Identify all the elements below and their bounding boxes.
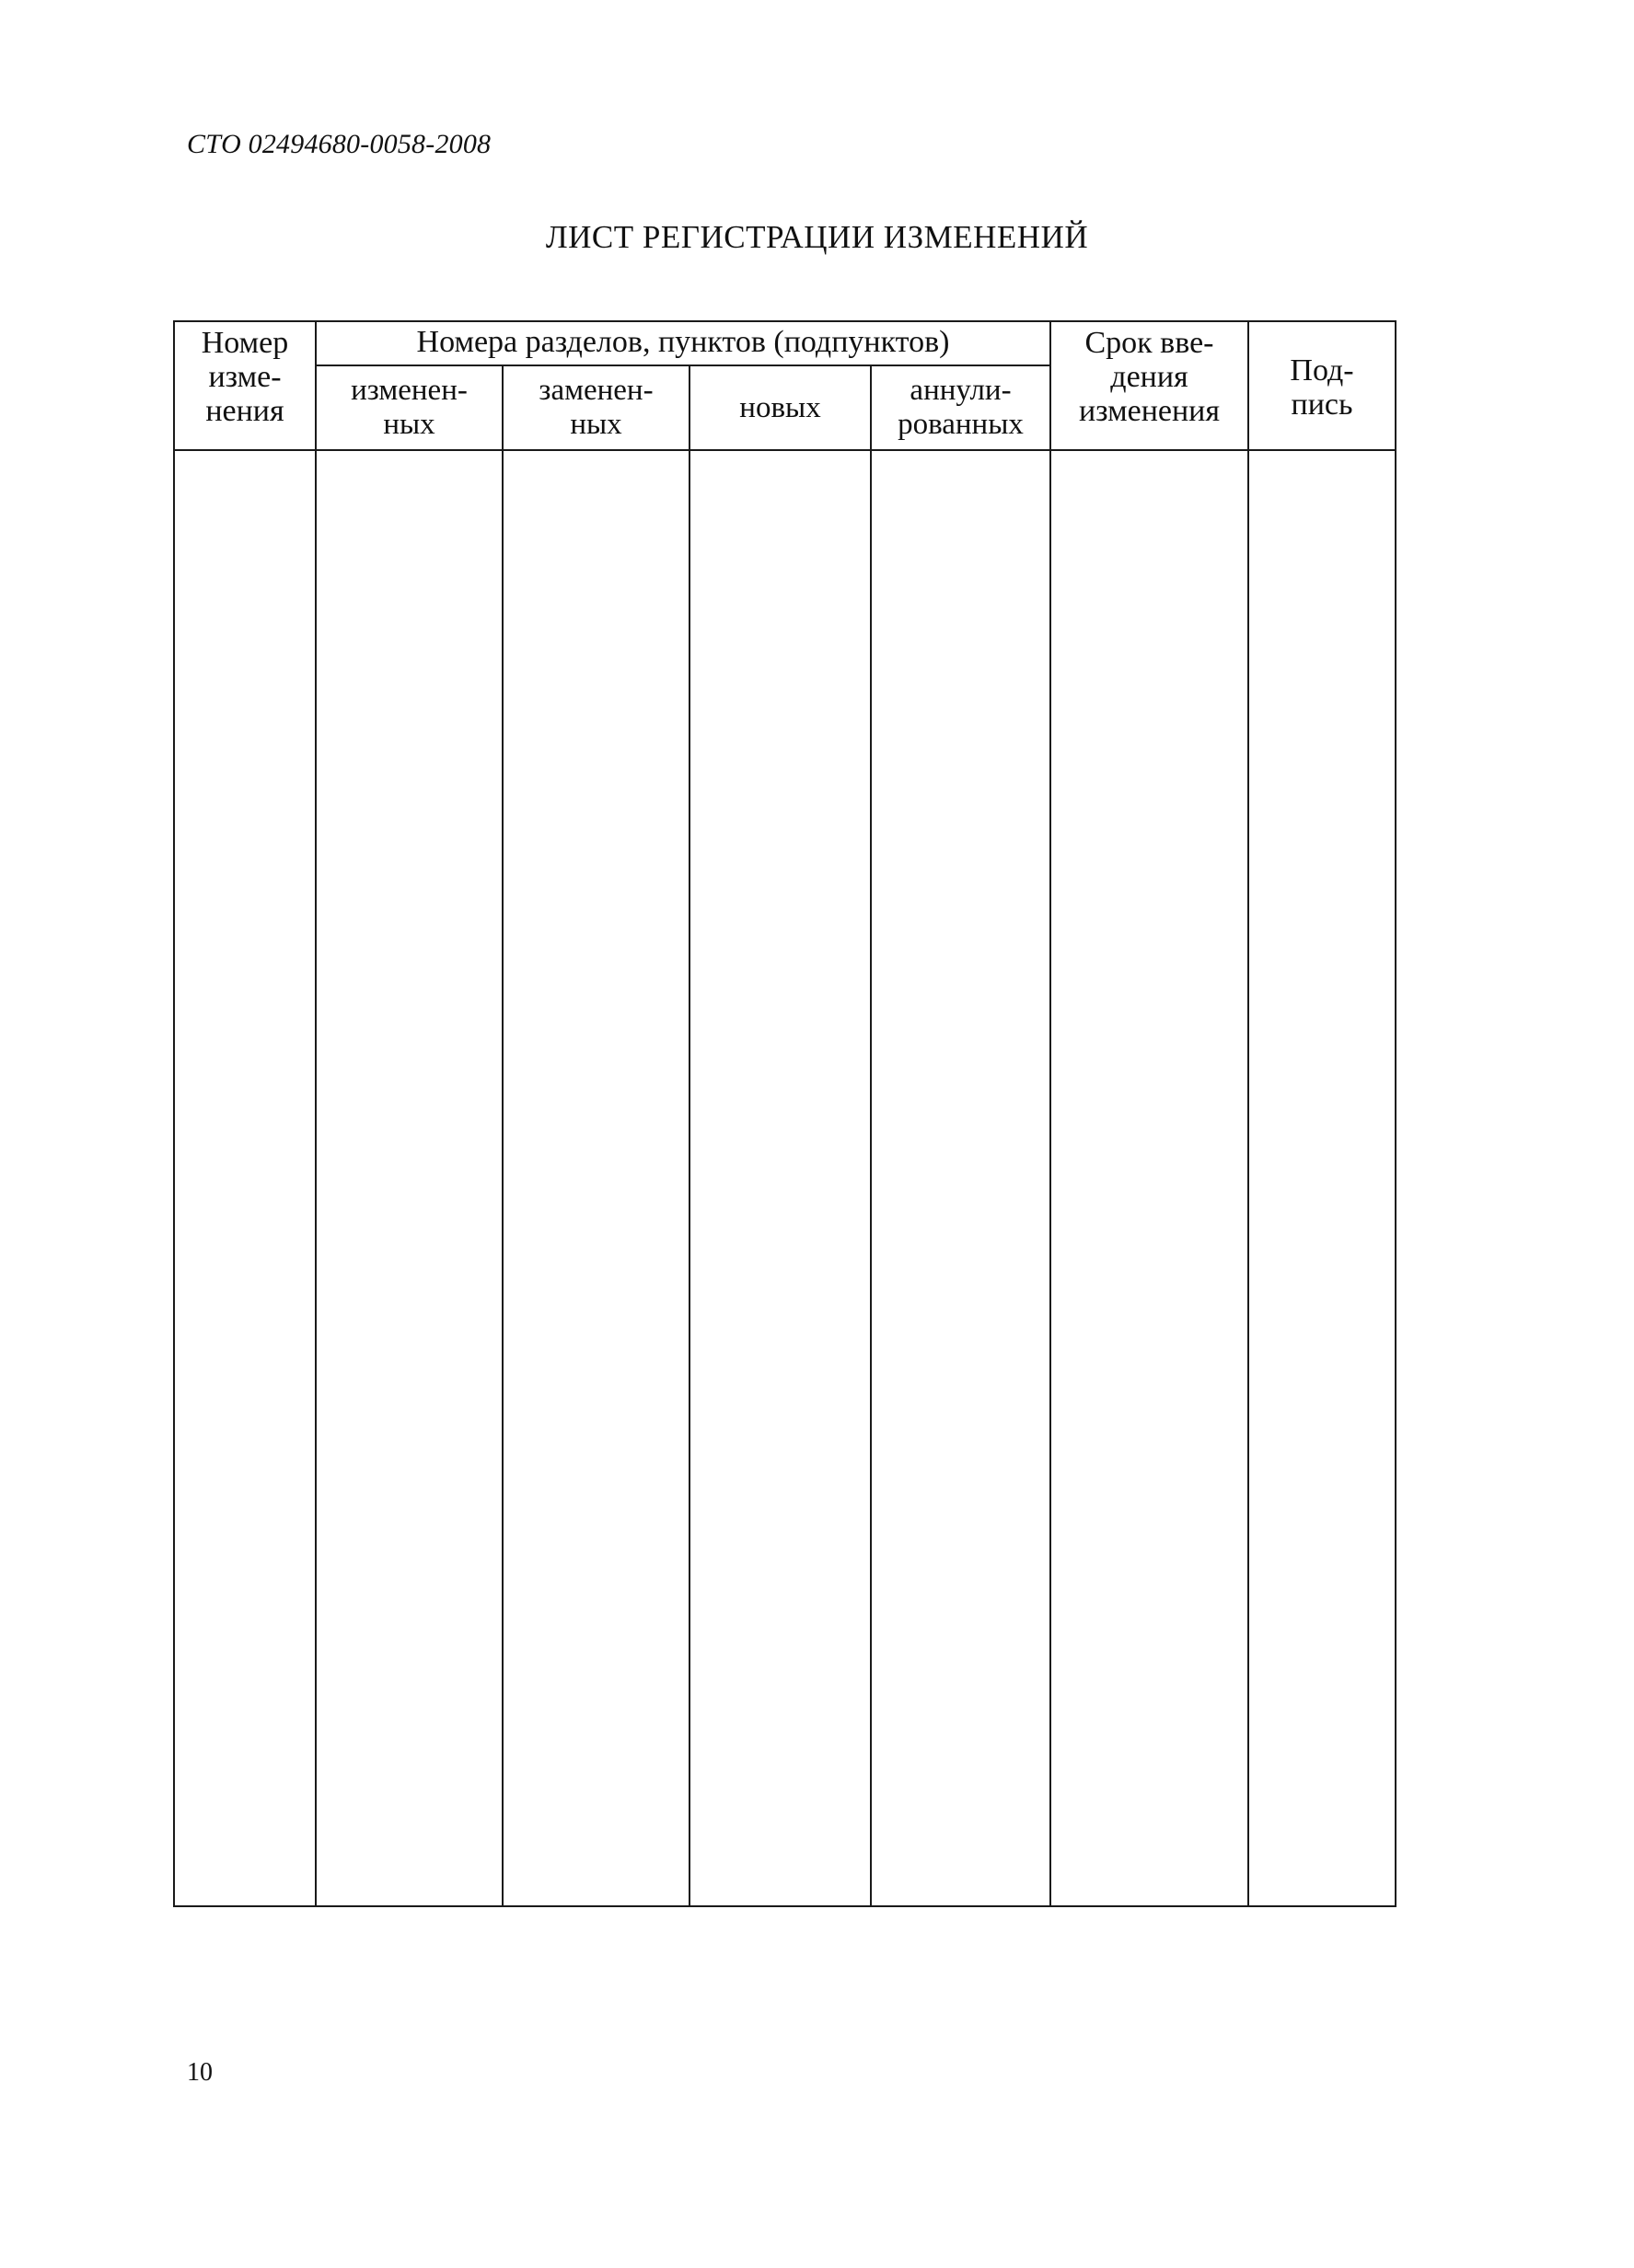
- header-changed-line1: изменен-: [351, 374, 468, 407]
- header-effective-date-line1: Срок вве-: [1084, 326, 1214, 360]
- cell-annulled[interactable]: [871, 450, 1050, 1906]
- header-change-number-line3: нения: [205, 394, 284, 428]
- cell-effective-date[interactable]: [1050, 450, 1248, 1906]
- header-signature: [1248, 321, 1396, 450]
- header-replaced-line1: заменен-: [539, 374, 654, 407]
- sheet-title: ЛИСТ РЕГИСТРАЦИИ ИЗМЕНЕНИЙ: [545, 219, 1089, 255]
- header-annulled: [871, 365, 1050, 450]
- header-replaced-line2: ных: [570, 408, 622, 441]
- change-registration-table: [173, 320, 1396, 1907]
- cell-changed[interactable]: [316, 450, 503, 1906]
- header-sections-group: Номера разделов, пунктов (подпунктов): [316, 321, 1050, 365]
- header-annulled-line1: аннули-: [910, 374, 1012, 407]
- table-row: [174, 450, 1396, 1906]
- page-number: 10: [187, 2058, 213, 2087]
- header-changed-line2: ных: [383, 408, 435, 441]
- cell-replaced[interactable]: [503, 450, 690, 1906]
- header-annulled-line2: рованных: [898, 408, 1024, 441]
- document-code: СТО 02494680-0058-2008: [187, 129, 492, 159]
- header-signature-line1: Под-: [1290, 353, 1354, 388]
- header-changed: [316, 365, 503, 450]
- cell-signature[interactable]: [1248, 450, 1396, 1906]
- header-signature-line2: пись: [1291, 388, 1353, 422]
- header-new: новых: [690, 365, 871, 450]
- header-effective-date-line3: изменения: [1078, 394, 1221, 428]
- header-replaced: [503, 365, 690, 450]
- header-change-number-line1: Номер: [201, 326, 289, 360]
- header-effective-date: [1050, 321, 1248, 450]
- cell-change-number[interactable]: [174, 450, 316, 1906]
- header-effective-date-line2: дения: [1110, 360, 1188, 394]
- header-change-number: [174, 321, 316, 450]
- header-change-number-line2: изме-: [208, 360, 282, 394]
- cell-new[interactable]: [690, 450, 871, 1906]
